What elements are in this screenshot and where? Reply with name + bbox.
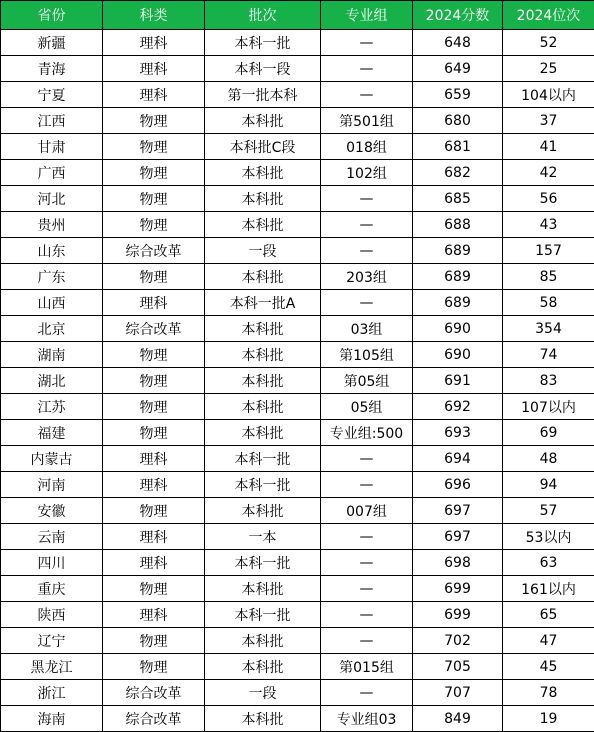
table-row: [1, 316, 594, 342]
province-cell: 黑龙江: [1, 654, 103, 680]
subject-cell: 理科: [103, 602, 205, 628]
score-cell: 702: [413, 628, 503, 654]
subject-cell: 物理: [103, 212, 205, 238]
batch-cell: 本科批C段: [205, 134, 321, 160]
batch-cell: 本科一批: [205, 472, 321, 498]
batch-cell: 一本: [205, 524, 321, 550]
score-cell: 689: [413, 290, 503, 316]
subject-cell: 综合改革: [103, 706, 205, 732]
table-row: [1, 602, 594, 628]
major-group-cell: —: [321, 290, 413, 316]
score-cell: 690: [413, 316, 503, 342]
table-row: [1, 134, 594, 160]
rank-cell: 53以内: [503, 524, 594, 550]
header-rank-2024: 2024位次: [503, 1, 594, 30]
batch-cell: 本科一批: [205, 602, 321, 628]
province-cell: 河北: [1, 186, 103, 212]
province-cell: 辽宁: [1, 628, 103, 654]
rank-cell: 47: [503, 628, 594, 654]
score-cell: 694: [413, 446, 503, 472]
batch-cell: 本科批: [205, 342, 321, 368]
header-province: 省份: [1, 1, 103, 30]
batch-cell: 本科一批: [205, 446, 321, 472]
major-group-cell: 专业组:500: [321, 420, 413, 446]
batch-cell: 本科批: [205, 654, 321, 680]
subject-cell: 物理: [103, 394, 205, 420]
batch-cell: 本科一批A: [205, 290, 321, 316]
table-row: [1, 212, 594, 238]
table-row: [1, 472, 594, 498]
major-group-cell: 第015组: [321, 654, 413, 680]
rank-cell: 42: [503, 160, 594, 186]
rank-cell: 354: [503, 316, 594, 342]
score-cell: 849: [413, 706, 503, 732]
province-cell: 山西: [1, 290, 103, 316]
table-row: [1, 576, 594, 602]
table-row: [1, 290, 594, 316]
subject-cell: 物理: [103, 160, 205, 186]
province-cell: 重庆: [1, 576, 103, 602]
rank-cell: 37: [503, 108, 594, 134]
score-cell: 697: [413, 524, 503, 550]
subject-cell: 理科: [103, 56, 205, 82]
table-row: [1, 30, 594, 56]
rank-cell: 161以内: [503, 576, 594, 602]
province-cell: 新疆: [1, 30, 103, 56]
rank-cell: 58: [503, 290, 594, 316]
batch-cell: 一段: [205, 680, 321, 706]
table-row: [1, 82, 594, 108]
batch-cell: 本科批: [205, 108, 321, 134]
subject-cell: 物理: [103, 368, 205, 394]
table-header: [1, 1, 594, 30]
major-group-cell: 第105组: [321, 342, 413, 368]
subject-cell: 综合改革: [103, 238, 205, 264]
province-cell: 内蒙古: [1, 446, 103, 472]
batch-cell: 本科批: [205, 264, 321, 290]
table-row: [1, 342, 594, 368]
rank-cell: 104以内: [503, 82, 594, 108]
major-group-cell: 102组: [321, 160, 413, 186]
province-cell: 河南: [1, 472, 103, 498]
major-group-cell: —: [321, 446, 413, 472]
batch-cell: 本科批: [205, 498, 321, 524]
rank-cell: 107以内: [503, 394, 594, 420]
major-group-cell: —: [321, 576, 413, 602]
score-cell: 693: [413, 420, 503, 446]
subject-cell: 物理: [103, 576, 205, 602]
header-batch: 批次: [205, 1, 321, 30]
table-row: [1, 160, 594, 186]
major-group-cell: —: [321, 56, 413, 82]
batch-cell: 本科批: [205, 706, 321, 732]
major-group-cell: —: [321, 186, 413, 212]
major-group-cell: 第501组: [321, 108, 413, 134]
table-row: [1, 706, 594, 732]
major-group-cell: 专业组03: [321, 706, 413, 732]
province-cell: 江苏: [1, 394, 103, 420]
batch-cell: 本科批: [205, 368, 321, 394]
score-cell: 659: [413, 82, 503, 108]
header-subject: 科类: [103, 1, 205, 30]
subject-cell: 理科: [103, 524, 205, 550]
table-row: [1, 238, 594, 264]
province-cell: 广东: [1, 264, 103, 290]
province-cell: 安徽: [1, 498, 103, 524]
score-cell: 699: [413, 602, 503, 628]
province-cell: 陕西: [1, 602, 103, 628]
batch-cell: 第一批本科: [205, 82, 321, 108]
subject-cell: 理科: [103, 550, 205, 576]
major-group-cell: —: [321, 602, 413, 628]
province-cell: 宁夏: [1, 82, 103, 108]
table-row: [1, 264, 594, 290]
subject-cell: 综合改革: [103, 680, 205, 706]
province-cell: 云南: [1, 524, 103, 550]
province-cell: 浙江: [1, 680, 103, 706]
table-row: [1, 524, 594, 550]
rank-cell: 94: [503, 472, 594, 498]
major-group-cell: —: [321, 550, 413, 576]
score-cell: 696: [413, 472, 503, 498]
rank-cell: 69: [503, 420, 594, 446]
subject-cell: 物理: [103, 628, 205, 654]
batch-cell: 本科批: [205, 394, 321, 420]
table-row: [1, 550, 594, 576]
major-group-cell: 007组: [321, 498, 413, 524]
major-group-cell: 018组: [321, 134, 413, 160]
rank-cell: 63: [503, 550, 594, 576]
subject-cell: 理科: [103, 290, 205, 316]
table-row: [1, 108, 594, 134]
batch-cell: 本科批: [205, 160, 321, 186]
batch-cell: 一段: [205, 238, 321, 264]
header-row: [1, 1, 594, 30]
batch-cell: 本科批: [205, 316, 321, 342]
score-cell: 697: [413, 498, 503, 524]
major-group-cell: —: [321, 472, 413, 498]
rank-cell: 25: [503, 56, 594, 82]
table-row: [1, 420, 594, 446]
rank-cell: 85: [503, 264, 594, 290]
subject-cell: 物理: [103, 264, 205, 290]
province-cell: 海南: [1, 706, 103, 732]
subject-cell: 理科: [103, 472, 205, 498]
subject-cell: 综合改革: [103, 316, 205, 342]
score-cell: 690: [413, 342, 503, 368]
table-row: [1, 446, 594, 472]
subject-cell: 理科: [103, 30, 205, 56]
table-row: [1, 186, 594, 212]
rank-cell: 78: [503, 680, 594, 706]
table-row: [1, 654, 594, 680]
rank-cell: 19: [503, 706, 594, 732]
table-row: [1, 56, 594, 82]
score-cell: 692: [413, 394, 503, 420]
score-cell: 680: [413, 108, 503, 134]
province-cell: 江西: [1, 108, 103, 134]
header-major-group: 专业组: [321, 1, 413, 30]
table-row: [1, 680, 594, 706]
rank-cell: 56: [503, 186, 594, 212]
rank-cell: 83: [503, 368, 594, 394]
major-group-cell: —: [321, 212, 413, 238]
major-group-cell: —: [321, 82, 413, 108]
score-cell: 648: [413, 30, 503, 56]
score-cell: 707: [413, 680, 503, 706]
score-cell: 682: [413, 160, 503, 186]
rank-cell: 157: [503, 238, 594, 264]
score-cell: 689: [413, 264, 503, 290]
batch-cell: 本科批: [205, 420, 321, 446]
major-group-cell: —: [321, 30, 413, 56]
table-row: [1, 498, 594, 524]
rank-cell: 45: [503, 654, 594, 680]
table-row: [1, 394, 594, 420]
rank-cell: 48: [503, 446, 594, 472]
rank-cell: 52: [503, 30, 594, 56]
subject-cell: 物理: [103, 420, 205, 446]
batch-cell: 本科批: [205, 576, 321, 602]
major-group-cell: 03组: [321, 316, 413, 342]
score-cell: 685: [413, 186, 503, 212]
province-cell: 湖南: [1, 342, 103, 368]
batch-cell: 本科一批: [205, 550, 321, 576]
province-cell: 甘肃: [1, 134, 103, 160]
rank-cell: 43: [503, 212, 594, 238]
score-cell: 689: [413, 238, 503, 264]
subject-cell: 理科: [103, 82, 205, 108]
score-cell: 681: [413, 134, 503, 160]
major-group-cell: 203组: [321, 264, 413, 290]
major-group-cell: 05组: [321, 394, 413, 420]
table-row: [1, 368, 594, 394]
province-cell: 四川: [1, 550, 103, 576]
subject-cell: 理科: [103, 446, 205, 472]
score-cell: 691: [413, 368, 503, 394]
subject-cell: 物理: [103, 498, 205, 524]
province-cell: 北京: [1, 316, 103, 342]
score-cell: 699: [413, 576, 503, 602]
batch-cell: 本科一段: [205, 56, 321, 82]
table-row: [1, 628, 594, 654]
score-cell: 698: [413, 550, 503, 576]
score-cell: 705: [413, 654, 503, 680]
batch-cell: 本科一批: [205, 30, 321, 56]
subject-cell: 物理: [103, 134, 205, 160]
score-cell: 688: [413, 212, 503, 238]
batch-cell: 本科批: [205, 212, 321, 238]
table-body: [1, 30, 594, 732]
header-score-2024: 2024分数: [413, 1, 503, 30]
province-cell: 青海: [1, 56, 103, 82]
major-group-cell: —: [321, 680, 413, 706]
score-cell: 649: [413, 56, 503, 82]
major-group-cell: —: [321, 628, 413, 654]
rank-cell: 57: [503, 498, 594, 524]
province-cell: 贵州: [1, 212, 103, 238]
major-group-cell: —: [321, 238, 413, 264]
rank-cell: 74: [503, 342, 594, 368]
subject-cell: 物理: [103, 108, 205, 134]
major-group-cell: —: [321, 524, 413, 550]
province-cell: 广西: [1, 160, 103, 186]
province-cell: 福建: [1, 420, 103, 446]
subject-cell: 物理: [103, 654, 205, 680]
province-cell: 山东: [1, 238, 103, 264]
rank-cell: 65: [503, 602, 594, 628]
batch-cell: 本科批: [205, 628, 321, 654]
subject-cell: 物理: [103, 342, 205, 368]
major-group-cell: 第05组: [321, 368, 413, 394]
province-cell: 湖北: [1, 368, 103, 394]
rank-cell: 41: [503, 134, 594, 160]
subject-cell: 物理: [103, 186, 205, 212]
batch-cell: 本科批: [205, 186, 321, 212]
